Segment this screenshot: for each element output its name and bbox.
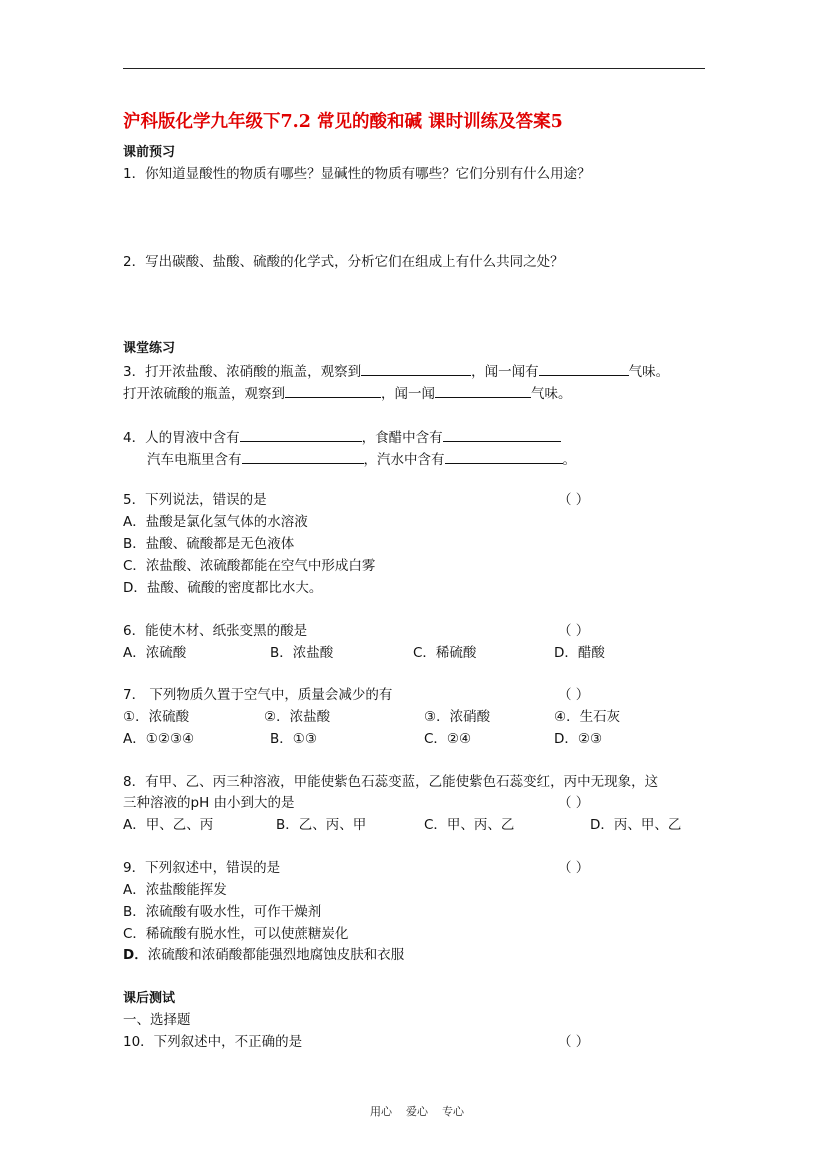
q4-text-e: 。 <box>562 452 576 468</box>
question-4-line2 <box>147 452 576 468</box>
q8-option-b: B．乙、丙、甲 <box>276 817 367 833</box>
question-3-line1 <box>123 364 669 380</box>
q7-item-3: ③．浓硝酸 <box>424 709 491 725</box>
section-pre: 课前预习 <box>123 145 176 160</box>
answer-blank[interactable] <box>361 364 471 376</box>
header-rule <box>123 68 705 69</box>
q3-text-a: 3．打开浓盐酸、浓硝酸的瓶盖，观察到 <box>123 364 362 380</box>
q8-option-a: A．甲、乙、丙 <box>123 817 214 833</box>
q6-option-a: A．浓硫酸 <box>123 645 187 661</box>
answer-parens[interactable]: （ ） <box>558 623 590 639</box>
q3-text-b: ，闻一闻有 <box>471 364 539 380</box>
q8-option-d: D．丙、甲、乙 <box>590 817 682 833</box>
q7-option-d: D．②③ <box>554 731 603 747</box>
q6-option-b: B．浓盐酸 <box>270 645 334 661</box>
answer-parens[interactable]: （ ） <box>558 492 590 508</box>
question-8-line2: 三种溶液的pH 由小到大的是 <box>123 795 295 811</box>
section-post-subheading: 一、选择题 <box>123 1012 191 1028</box>
answer-parens[interactable]: （ ） <box>558 795 590 811</box>
question-1: 1．你知道显酸性的物质有哪些？显碱性的物质有哪些？它们分别有什么用途？ <box>123 166 591 182</box>
q3-text-c: 气味。 <box>628 364 670 380</box>
q9-option-c: C．稀硫酸有脱水性，可以使蔗糖炭化 <box>123 926 349 942</box>
answer-blank[interactable] <box>539 364 629 376</box>
q9-option-d <box>123 949 404 963</box>
answer-blank[interactable] <box>435 386 531 398</box>
q9-option-b: B．浓硫酸有吸水性，可作干燥剂 <box>123 904 322 920</box>
answer-blank[interactable] <box>240 430 362 442</box>
q5-option-d: D．盐酸、硫酸的密度都比水大。 <box>123 580 323 596</box>
q3-text-d: 打开浓硫酸的瓶盖，观察到 <box>123 386 285 402</box>
q4-text-d: ，汽水中含有 <box>363 452 445 468</box>
question-2: 2．写出碳酸、盐酸、硫酸的化学式，分析它们在组成上有什么共同之处？ <box>123 254 564 270</box>
q5-option-c: C．浓盐酸、浓硫酸都能在空气中形成白雾 <box>123 558 376 574</box>
q4-text-b: ，食醋中含有 <box>361 430 443 446</box>
q3-text-e: ，闻一闻 <box>381 386 435 402</box>
answer-blank[interactable] <box>242 452 364 464</box>
q9-option-d-text: 浓硫酸和浓硝酸都能强烈地腐蚀皮肤和衣服 <box>147 947 405 963</box>
answer-parens[interactable]: （ ） <box>558 860 590 876</box>
question-3-line2 <box>123 386 572 402</box>
q8-option-c: C．甲、丙、乙 <box>424 817 515 833</box>
q7-item-1: ①．浓硫酸 <box>123 709 190 725</box>
answer-blank[interactable] <box>285 386 381 398</box>
question-6-stem: 6．能使木材、纸张变黑的酸是 <box>123 623 308 639</box>
q4-text-c: 汽车电瓶里含有 <box>147 452 242 468</box>
q9-option-d-label: D． <box>123 947 148 963</box>
q7-item-4: ④．生石灰 <box>554 709 621 725</box>
question-9-stem: 9．下列叙述中，错误的是 <box>123 860 281 876</box>
question-10-stem: 10．下列叙述中，不正确的是 <box>123 1034 303 1050</box>
q7-option-a: A．①②③④ <box>123 731 195 747</box>
section-class: 课堂练习 <box>123 341 176 356</box>
page-footer: 用心 爱心 专心 <box>370 1105 464 1118</box>
question-4-line1 <box>123 430 561 446</box>
q7-option-c: C．②④ <box>424 731 472 747</box>
question-5-stem: 5．下列说法，错误的是 <box>123 492 267 508</box>
q3-text-f: 气味。 <box>531 386 572 402</box>
answer-blank[interactable] <box>443 430 561 442</box>
question-7-stem: 7． 下列物质久置于空气中，质量会减少的有 <box>123 687 393 703</box>
q6-option-d: D．醋酸 <box>554 645 605 661</box>
answer-parens[interactable]: （ ） <box>558 687 590 703</box>
q5-option-b: B．盐酸、硫酸都是无色液体 <box>123 536 295 552</box>
answer-blank[interactable] <box>445 452 563 464</box>
q6-option-c: C．稀硫酸 <box>413 645 477 661</box>
q7-item-2: ②．浓盐酸 <box>264 709 331 725</box>
page-title: 沪科版化学九年级下7.2 常见的酸和碱 课时训练及答案5 <box>123 112 563 132</box>
answer-parens[interactable]: （ ） <box>558 1034 590 1050</box>
q4-text-a: 4．人的胃液中含有 <box>123 430 240 446</box>
section-post: 课后测试 <box>123 991 176 1006</box>
q9-option-a: A．浓盐酸能挥发 <box>123 882 227 898</box>
q5-option-a: A．盐酸是氯化氢气体的水溶液 <box>123 514 308 530</box>
question-8-line1: 8．有甲、乙、丙三种溶液，甲能使紫色石蕊变蓝，乙能使紫色石蕊变红，丙中无现象，这 <box>123 774 659 790</box>
q7-option-b: B．①③ <box>270 731 317 747</box>
